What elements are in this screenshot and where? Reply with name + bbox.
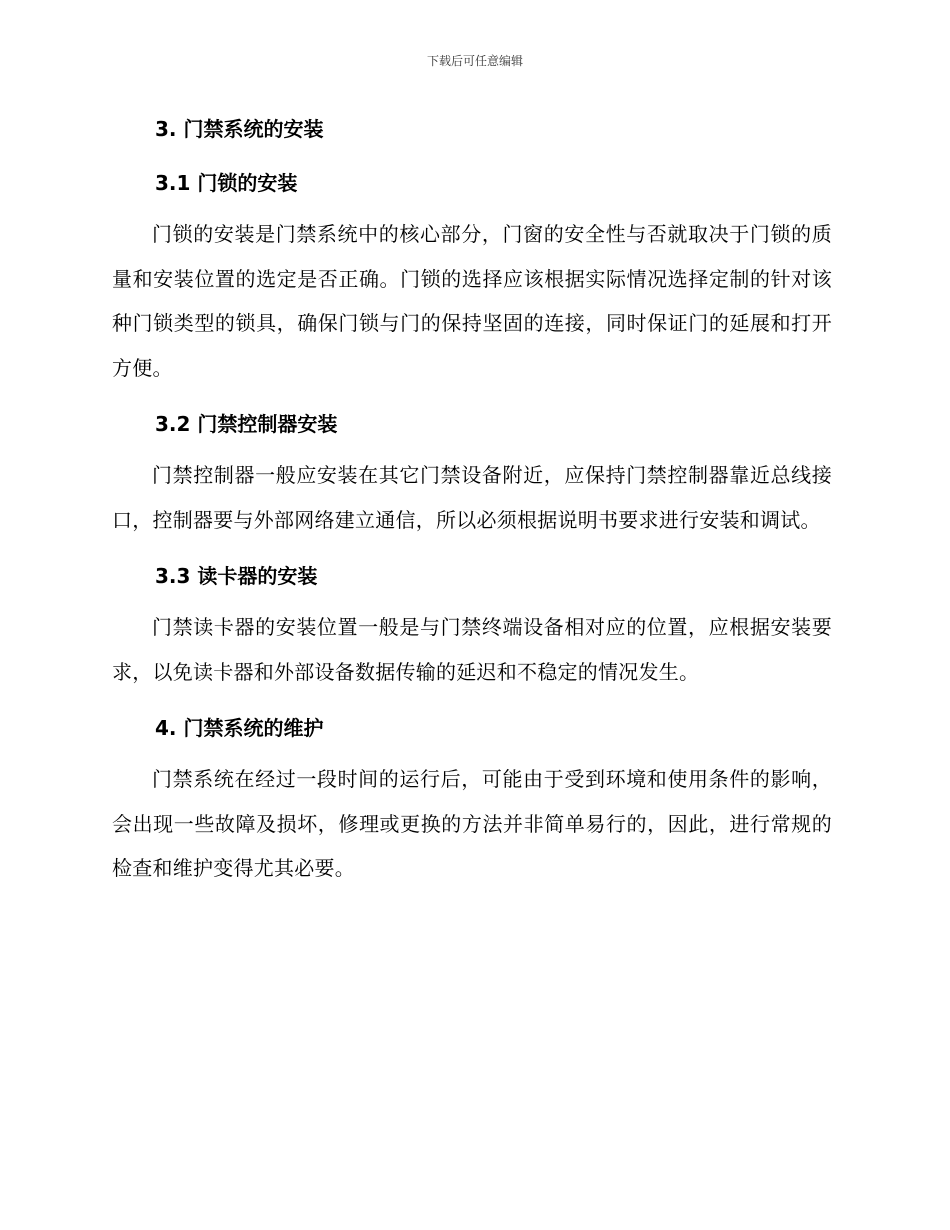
page-header-note: 下载后可任意编辑 — [426, 54, 523, 68]
paragraph-maintenance: 门禁系统在经过一段时间的运行后，可能由于受到环境和使用条件的影响，会出现一些故障及损坏，修理或更换的方法并非简单易行的，因此，进行常规的检查和维护变得尤其必要。 — [112, 767, 832, 880]
subsection-heading-card-reader: 3.3 读卡器的安装 — [155, 564, 318, 588]
subsection-heading-lock: 3.1 门锁的安装 — [155, 171, 298, 195]
paragraph-controller: 门禁控制器一般应安装在其它门禁设备附近，应保持门禁控制器靠近总线接口，控制器要与外部网络建立通信，所以必须根据说明书要求进行安装和调试。 — [112, 463, 832, 532]
section-heading-maintenance: 4. 门禁系统的维护 — [155, 716, 324, 740]
paragraph-lock: 门锁的安装是门禁系统中的核心部分，门窗的安全性与否就取决于门锁的质量和安装位置的选定是否正确。门锁的选择应该根据实际情况选择定制的针对该种门锁类型的锁具，确保门锁与门的保持坚固的连接，同时保证门的延展和打开方便。 — [112, 222, 832, 380]
document-body — [112, 104, 832, 896]
subsection-heading-controller: 3.2 门禁控制器安装 — [155, 412, 338, 436]
paragraph-card-reader: 门禁读卡器的安装位置一般是与门禁终端设备相对应的位置，应根据安装要求，以免读卡器和外部设备数据传输的延迟和不稳定的情况发生。 — [112, 615, 832, 684]
section-heading-installation: 3. 门禁系统的安装 — [155, 117, 324, 141]
